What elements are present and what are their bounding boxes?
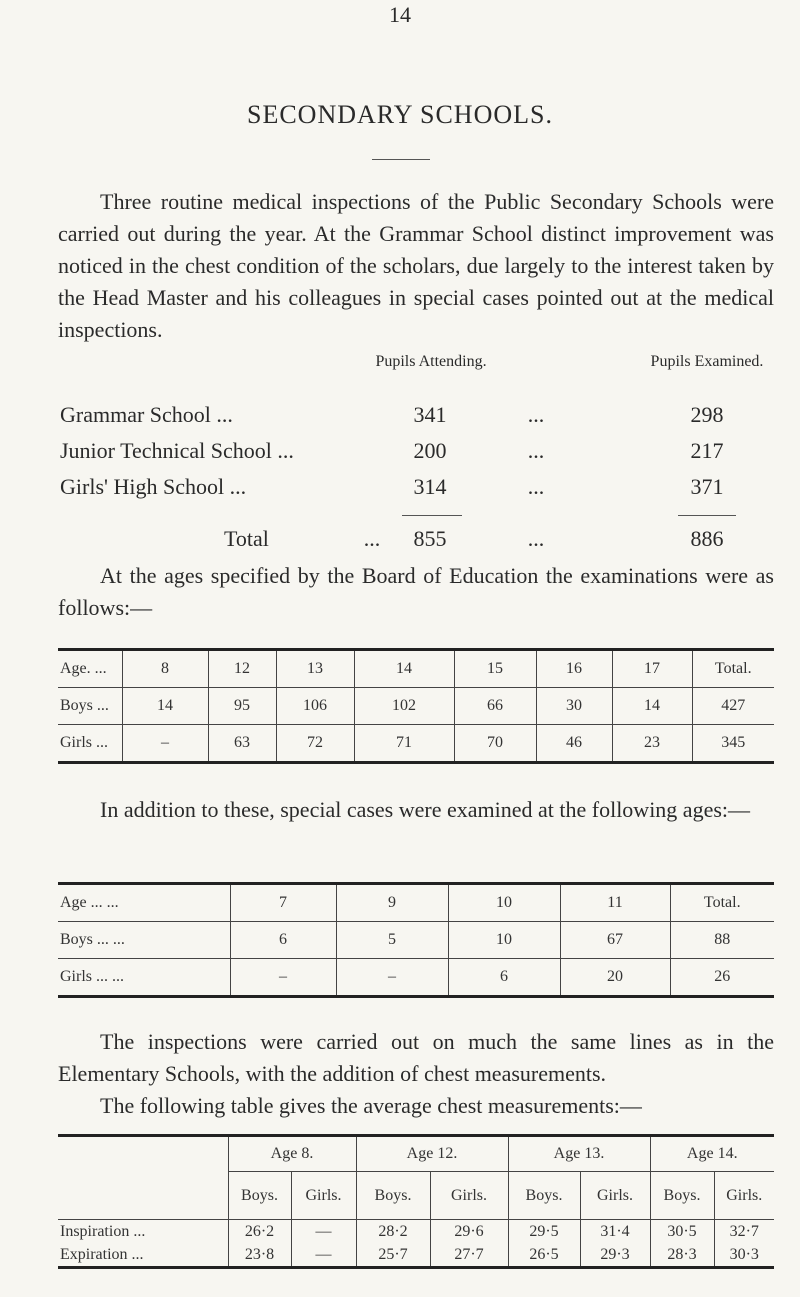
table-cell: 88 xyxy=(670,922,774,959)
table-cell xyxy=(58,1172,228,1220)
sex-header: Boys. xyxy=(356,1172,430,1220)
table-cell: Total. xyxy=(692,650,774,688)
table-row xyxy=(58,1244,774,1268)
table-cell: 14 xyxy=(612,688,692,725)
table-cell: 6 xyxy=(448,959,560,997)
table-cell: 30·5 xyxy=(650,1220,714,1244)
table-cell: 25·7 xyxy=(356,1244,430,1268)
table-cell xyxy=(58,1136,228,1172)
table-cell: 71 xyxy=(354,725,454,763)
table-cell: 29·5 xyxy=(508,1220,580,1244)
age-group-header: Age 8. xyxy=(228,1136,356,1172)
leader-dots: ... xyxy=(363,526,381,551)
table-cell: 23·8 xyxy=(228,1244,291,1268)
table-cell: 67 xyxy=(560,922,670,959)
table-cell: 102 xyxy=(354,688,454,725)
table-row xyxy=(58,688,774,725)
total-attending: 855 xyxy=(413,526,447,551)
table-header-row xyxy=(58,884,774,922)
school-name: Grammar School ... xyxy=(60,402,233,427)
table-cell: 10 xyxy=(448,922,560,959)
leader-dots: ... xyxy=(527,474,545,499)
table-cell: 6 xyxy=(230,922,336,959)
table-cell: 5 xyxy=(336,922,448,959)
special-cases-table xyxy=(58,882,774,998)
sex-header: Girls. xyxy=(430,1172,508,1220)
chest-measurement-table xyxy=(58,1134,774,1269)
title-divider xyxy=(372,159,430,160)
table-cell: 46 xyxy=(536,725,612,763)
sex-header: Boys. xyxy=(508,1172,580,1220)
table-row xyxy=(58,959,774,997)
table-cell: 20 xyxy=(560,959,670,997)
table-cell: 7 xyxy=(230,884,336,922)
table-cell: Boys ... ... xyxy=(58,922,230,959)
intro-paragraph: Three routine medical inspections of the Public Secondary Schools were carried out during the year. At the Grammar School distinct improvement was noticed in the chest condition of the scholars, due largely to the interest taken by the Head Master and his colleagues in special cases pointed out at the medical inspections. xyxy=(58,189,774,342)
page-number: 14 xyxy=(389,2,411,27)
sex-header: Girls. xyxy=(580,1172,650,1220)
age-group-header: Age 13. xyxy=(508,1136,650,1172)
table-row xyxy=(58,922,774,959)
table-cell: 12 xyxy=(208,650,276,688)
table-cell: 30·3 xyxy=(714,1244,774,1268)
table-cell: 345 xyxy=(692,725,774,763)
table-cell: — xyxy=(291,1220,356,1244)
attending-count: 341 xyxy=(413,402,447,427)
table-cell: 70 xyxy=(454,725,536,763)
table-header-row xyxy=(58,1136,774,1172)
table-cell: Boys ... xyxy=(58,688,122,725)
table-cell: – xyxy=(230,959,336,997)
table-cell: 26 xyxy=(670,959,774,997)
leader-dots: ... xyxy=(527,438,545,463)
table-cell: 27·7 xyxy=(430,1244,508,1268)
examined-count: 298 xyxy=(690,402,724,427)
table-cell: — xyxy=(291,1244,356,1268)
sum-rule xyxy=(402,515,462,516)
ages-paragraph: At the ages specified by the Board of Education the examinations were as follows:— xyxy=(58,563,774,620)
table-cell: 17 xyxy=(612,650,692,688)
table-cell: 23 xyxy=(612,725,692,763)
table-cell: Total. xyxy=(670,884,774,922)
table-cell: 29·6 xyxy=(430,1220,508,1244)
table-cell: 95 xyxy=(208,688,276,725)
table-cell: 26·2 xyxy=(228,1220,291,1244)
age-group-header: Age 12. xyxy=(356,1136,508,1172)
table-cell: – xyxy=(122,725,208,763)
table-header-row xyxy=(58,1172,774,1220)
table-cell: 15 xyxy=(454,650,536,688)
age-group-header: Age 14. xyxy=(650,1136,774,1172)
table-cell: 29·3 xyxy=(580,1244,650,1268)
table-cell: 26·5 xyxy=(508,1244,580,1268)
table-cell: 13 xyxy=(276,650,354,688)
table-cell: 32·7 xyxy=(714,1220,774,1244)
sex-header: Boys. xyxy=(650,1172,714,1220)
table-cell: 106 xyxy=(276,688,354,725)
table-cell: 28·3 xyxy=(650,1244,714,1268)
table-cell: Girls ... ... xyxy=(58,959,230,997)
header-pupils-examined: Pupils Examined. xyxy=(650,353,764,370)
age-table xyxy=(58,648,774,764)
leader-dots: ... xyxy=(527,526,545,551)
row-label: Inspiration ... xyxy=(58,1220,228,1244)
inspections-paragraph: The inspections were carried out on much the same lines as in the Elementary Schools, with the addition of chest measurements. xyxy=(58,1029,774,1086)
page-title: SECONDARY SCHOOLS. xyxy=(247,100,553,129)
table-cell: 9 xyxy=(336,884,448,922)
header-pupils-attending: Pupils Attending. xyxy=(375,353,487,370)
table-cell: 72 xyxy=(276,725,354,763)
table-cell: Age ... ... xyxy=(60,894,119,911)
total-label: Total xyxy=(224,526,269,551)
examined-count: 217 xyxy=(690,438,724,463)
table-cell: 10 xyxy=(448,884,560,922)
table-cell: 14 xyxy=(354,650,454,688)
table-cell: 66 xyxy=(454,688,536,725)
table-row xyxy=(58,1220,774,1244)
sex-header: Girls. xyxy=(714,1172,774,1220)
special-cases-paragraph: In addition to these, special cases were examined at the following ages:— xyxy=(100,797,751,822)
table-cell: 14 xyxy=(122,688,208,725)
examined-count: 371 xyxy=(690,474,724,499)
sum-rule xyxy=(678,515,736,516)
total-examined: 886 xyxy=(690,526,724,551)
attending-count: 314 xyxy=(413,474,447,499)
row-label: Expiration ... xyxy=(60,1245,144,1263)
school-name: Junior Technical School ... xyxy=(60,438,294,463)
sex-header: Boys. xyxy=(228,1172,291,1220)
table-cell: 16 xyxy=(536,650,612,688)
table-cell: – xyxy=(336,959,448,997)
leader-dots: ... xyxy=(527,402,545,427)
sex-header: Girls. xyxy=(291,1172,356,1220)
table-cell: Age. ... xyxy=(60,660,107,677)
table-cell: 30 xyxy=(536,688,612,725)
table-cell: Girls ... xyxy=(58,725,122,763)
table-row xyxy=(58,725,774,763)
chest-intro-paragraph: The following table gives the average chest measurements:— xyxy=(100,1093,642,1118)
table-header-row xyxy=(58,650,774,688)
attending-count: 200 xyxy=(413,438,447,463)
table-cell: 8 xyxy=(122,650,208,688)
school-name: Girls' High School ... xyxy=(60,474,247,499)
table-cell: 63 xyxy=(208,725,276,763)
table-cell: 28·2 xyxy=(356,1220,430,1244)
table-cell: 11 xyxy=(560,884,670,922)
table-cell: 427 xyxy=(692,688,774,725)
table-cell: 31·4 xyxy=(580,1220,650,1244)
